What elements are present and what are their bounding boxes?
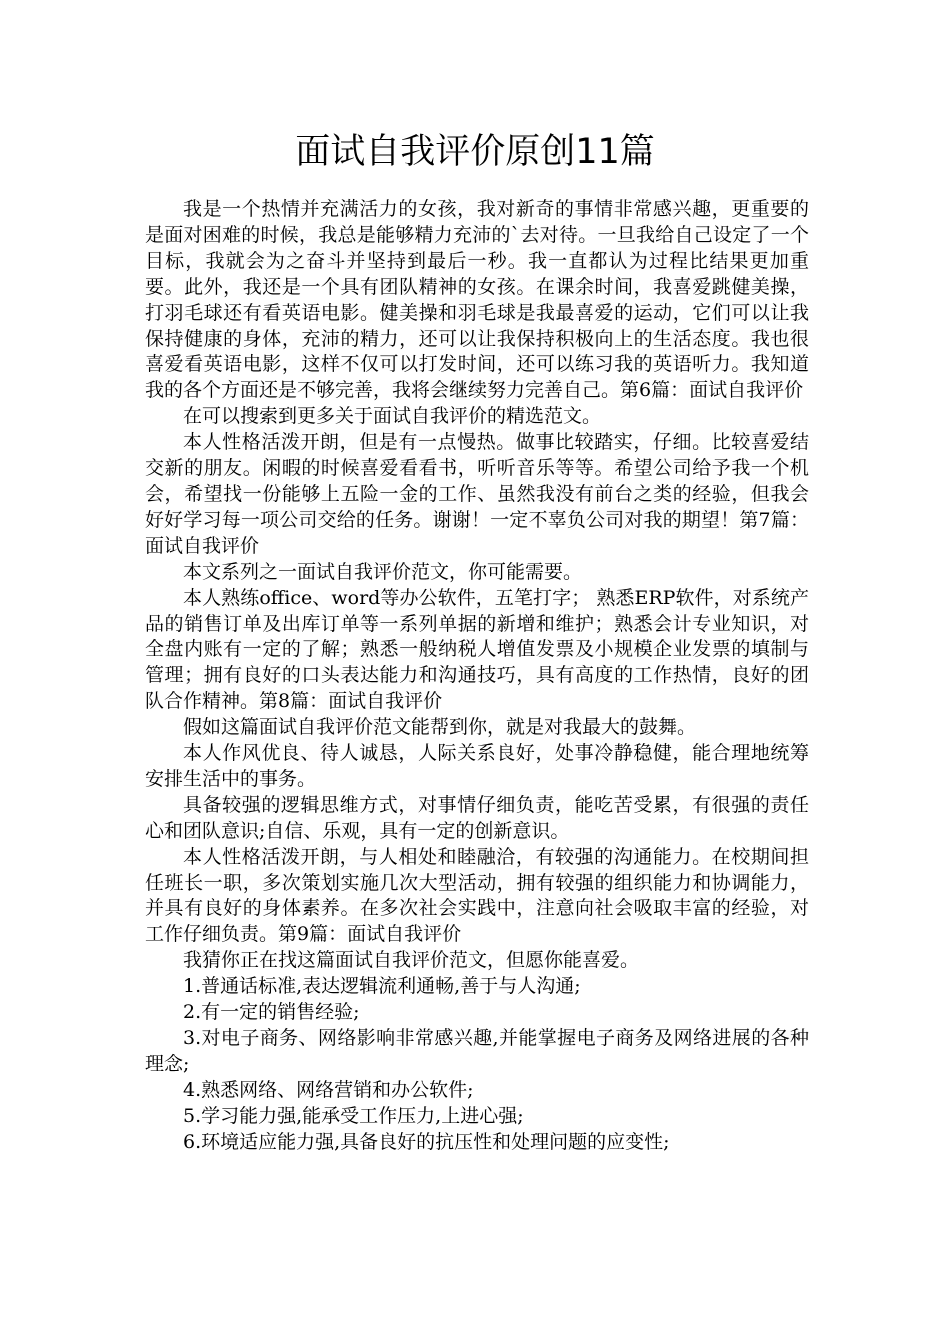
paragraph: 本人作风优良、待人诚恳，人际关系良好，处事冷静稳健，能合理地统筹安排生活中的事务。 [145, 742, 809, 790]
list-item: 2.有一定的销售经验; [183, 1001, 360, 1024]
paragraph: 假如这篇面试自我评价范文能帮到你，就是对我最大的鼓舞。 [183, 716, 697, 739]
paragraph: 本文系列之一面试自我评价范文，你可能需要。 [183, 560, 583, 583]
paragraph: 本人性格活泼开朗，但是有一点慢热。做事比较踏实，仔细。比较喜爱结交新的朋友。闲暇的时候喜爱看看书，听听音乐等等。希望公司给予我一个机会，希望找一份能够上五险一金的工作、虽然我没有前台之类的经验，但我会好好学习每一项公司交给的任务。谢谢！一定不辜负公司对我的期望！第7篇：面试自我评价 [145, 431, 809, 557]
paragraph: 我猜你正在找这篇面试自我评价范文，但愿你能喜爱。 [183, 949, 640, 972]
document-title: 面试自我评价原创11篇 [295, 132, 655, 172]
list-item: 1.普通话标准,表达逻辑流利通畅,善于与人沟通; [183, 975, 581, 998]
paragraph: 本人性格活泼开朗，与人相处和睦融洽，有较强的沟通能力。在校期间担任班长一职，多次策划实施几次大型活动，拥有较强的组织能力和协调能力，并具有良好的身体素养。在多次社会实践中，注意向社会吸取丰富的经验，对工作仔细负责。第9篇：面试自我评价 [145, 845, 809, 946]
list-item: 5.学习能力强,能承受工作压力,上进心强; [183, 1104, 524, 1127]
paragraph: 我是一个热情并充满活力的女孩，我对新奇的事情非常感兴趣，更重要的是面对困难的时候，我总是能够精力充沛的`去对待。一旦我给自己设定了一个目标，我就会为之奋斗并坚持到最后一秒。我一直都认为过程比结果更加重要。此外，我还是一个具有团队精神的女孩。在课余时间，我喜爱跳健美操，打羽毛球还有看英语电影。健美操和羽毛球是我最喜爱的运动，它们可以让我保持健康的身体，充沛的精力，还可以让我保持积极向上的生活态度。我也很喜爱看英语电影，这样不仅可以打发时间，还可以练习我的英语听力。我知道我的各个方面还是不够完善，我将会继续努力完善自己。第6篇：面试自我评价 [145, 198, 809, 402]
paragraph: 本人熟练office、word等办公软件，五笔打字； 熟悉ERP软件，对系统产品的销售订单及出库订单等一系列单据的新增和维护；熟悉会计专业知识，对全盘内账有一定的了解；熟悉一般纳税人增值发票及小规模企业发票的填制与管理；拥有良好的口头表达能力和沟通技巧，具有高度的工作热情，良好的团队合作精神。第8篇：面试自我评价 [145, 586, 809, 713]
paragraph: 具备较强的逻辑思维方式，对事情仔细负责，能吃苦受累，有很强的责任心和团队意识;自信、乐观，具有一定的创新意识。 [145, 793, 809, 842]
list-item: 6.环境适应能力强,具备良好的抗压性和处理问题的应变性; [183, 1130, 670, 1153]
paragraph: 在可以搜索到更多关于面试自我评价的精选范文。 [183, 405, 602, 428]
list-item: 4.熟悉网络、网络营销和办公软件; [183, 1078, 474, 1101]
list-item: 3.对电子商务、网络影响非常感兴趣,并能掌握电子商务及网络进展的各种理念; [145, 1027, 809, 1075]
document-body [145, 197, 809, 1156]
